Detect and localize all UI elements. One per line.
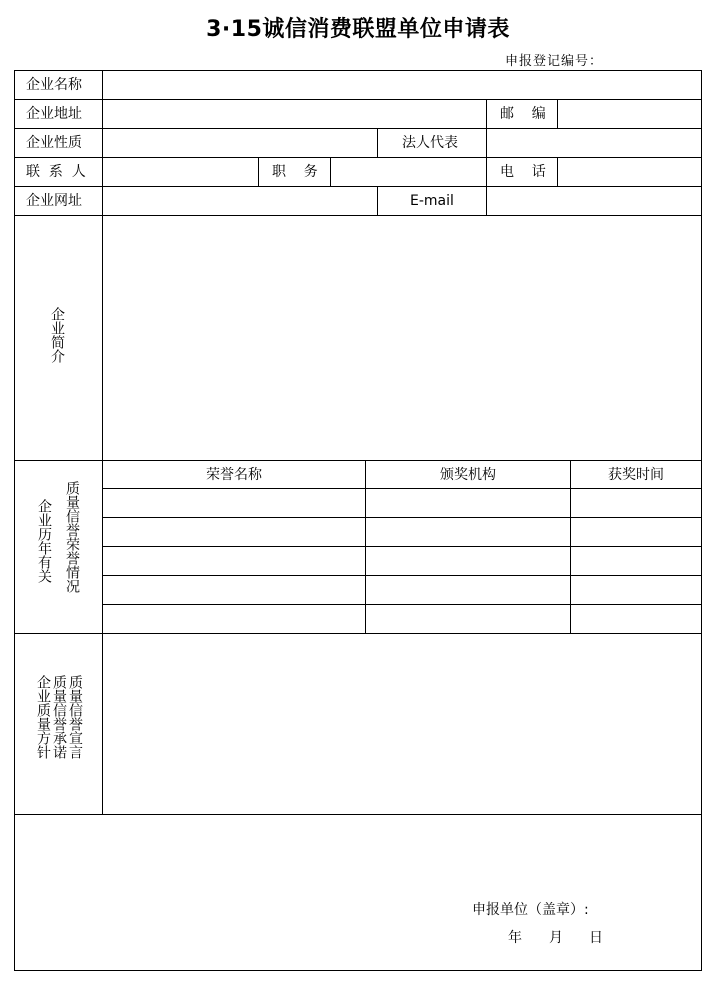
honors-table-cell[interactable] [366,489,570,517]
col-divider [377,187,378,215]
honors-table-cell[interactable] [571,489,701,517]
pledge-field[interactable] [103,634,701,814]
company-intro-field[interactable] [103,216,701,460]
company-name-field[interactable] [103,71,701,99]
honor-name-header: 荣誉名称 [206,467,262,483]
honors-table-cell[interactable] [571,518,701,546]
honors-table-cell[interactable] [366,576,570,604]
position-label: 职 务 [272,164,318,180]
legal-rep-label: 法人代表 [402,135,458,151]
email-field[interactable] [487,187,701,215]
company-name-label: 企业名称 [26,77,82,93]
col-divider [258,158,259,186]
phone-label: 电 话 [500,164,546,180]
honors-table-cell[interactable] [103,547,365,575]
day-label: 日 [589,930,603,946]
company-address-label: 企业地址 [26,106,82,122]
honors-table-cell[interactable] [103,576,365,604]
registration-number-label: 申报登记编号： [505,54,604,69]
email-label: E-mail [410,193,454,209]
position-field[interactable] [331,158,486,186]
honors-table-cell[interactable] [571,547,701,575]
month-label: 月 [549,930,563,946]
pledge-label-col1: 企业质量方针 [35,675,51,759]
website-field[interactable] [103,187,377,215]
honors-table-cell[interactable] [366,547,570,575]
application-form-table [14,70,702,971]
honors-table-cell[interactable] [571,605,701,633]
row-divider [15,814,701,815]
contact-field[interactable] [103,158,258,186]
applicant-seal-label: 申报单位（盖章）: [472,902,589,918]
website-label: 企业网址 [26,193,82,209]
col-divider [377,129,378,157]
honors-table-cell[interactable] [571,576,701,604]
honors-table-cell[interactable] [366,518,570,546]
award-date-header: 获奖时间 [608,467,664,483]
company-intro-label: 企业简介 [49,307,65,363]
pledge-label-col3: 质量信誉宣言 [67,675,83,759]
award-org-header: 颁奖机构 [440,467,496,483]
col-divider [486,100,487,128]
honors-label-col2: 质量信誉荣誉情况 [64,481,80,593]
company-nature-label: 企业性质 [26,135,82,151]
legal-rep-field[interactable] [487,129,701,157]
year-label: 年 [508,930,522,946]
honors-table-cell[interactable] [103,518,365,546]
honors-table-cell[interactable] [366,605,570,633]
contact-label: 联 系 人 [26,164,86,180]
honors-table-cell[interactable] [103,605,365,633]
honors-label-col1: 企业历年有关 [36,499,52,583]
company-nature-field[interactable] [103,129,377,157]
postal-code-label: 邮 编 [500,106,546,122]
postal-code-field[interactable] [558,100,701,128]
col-divider [486,158,487,186]
form-title: 3·15诚信消费联盟单位申请表 [206,17,510,42]
phone-field[interactable] [558,158,701,186]
honors-table-cell[interactable] [103,489,365,517]
company-address-field[interactable] [103,100,486,128]
pledge-label-col2: 质量信誉承诺 [51,675,67,759]
